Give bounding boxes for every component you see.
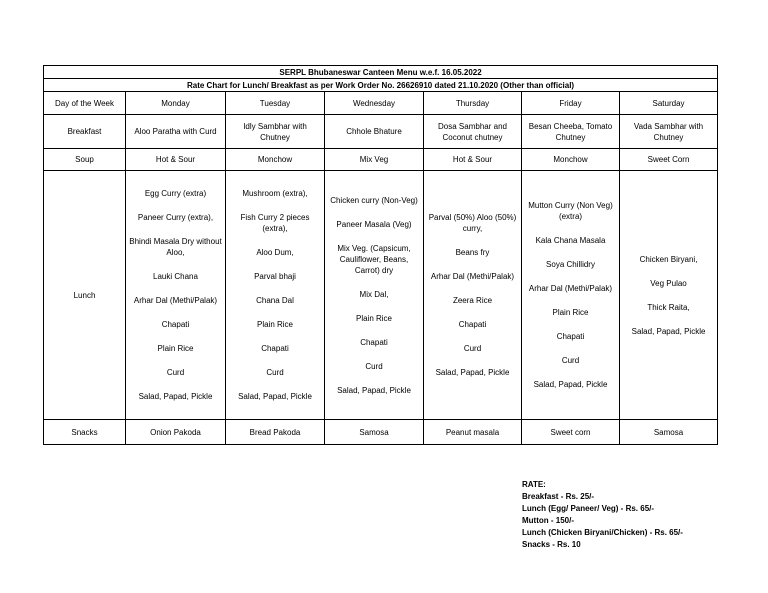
header-day: Saturday [620, 92, 718, 115]
lunch-items [623, 254, 714, 337]
breakfast-cell: Idly Sambhar with Chutney [226, 115, 325, 149]
lunch-item: Plain Rice [355, 313, 392, 323]
lunch-item: Arhar Dal (Methi/Palak) [528, 284, 613, 293]
row-label-breakfast: Breakfast [44, 115, 126, 149]
header-day-of-week: Day of the Week [44, 92, 126, 115]
breakfast-cell: Dosa Sambhar and Coconut chutney [424, 115, 522, 149]
lunch-item: Chapati [161, 320, 190, 329]
snacks-cell: Bread Pakoda [226, 420, 325, 445]
snacks-row [44, 420, 718, 445]
rate-line: Mutton - 150/- [522, 516, 574, 525]
lunch-cell [325, 171, 424, 420]
subtitle-row [44, 79, 718, 92]
lunch-item: Salad, Papad, Pickle [337, 385, 411, 395]
snacks-cell: Samosa [325, 420, 424, 445]
lunch-item: Mix Dal, [359, 289, 389, 299]
lunch-item: Kala Chana Masala [535, 236, 606, 245]
snacks-cell: Samosa [620, 420, 718, 445]
header-day: Monday [126, 92, 226, 115]
lunch-item: Plain Rice [157, 344, 194, 353]
breakfast-cell: Chhole Bhature [325, 115, 424, 149]
soup-cell: Monchow [522, 149, 620, 171]
lunch-item: Thick Raita, [647, 302, 690, 312]
lunch-item: Curd [166, 368, 185, 377]
breakfast-cell: Vada Sambhar with Chutney [620, 115, 718, 149]
header-day: Friday [522, 92, 620, 115]
lunch-item: Soya Chillidry [546, 260, 595, 269]
lunch-item: Mix Veg. (Capsicum, Cauliflower, Beans, Carrot) dry [337, 243, 411, 275]
lunch-item: Fish Curry 2 pieces (extra), [240, 213, 310, 233]
lunch-item: Salad, Papad, Pickle [631, 326, 706, 336]
lunch-item: Chapati [458, 320, 487, 329]
lunch-item: Aloo Dum, [256, 248, 294, 257]
menu-title: SERPL Bhubaneswar Canteen Menu w.e.f. 16.05.2022 [44, 66, 718, 79]
canteen-menu-table [43, 65, 718, 445]
breakfast-row [44, 115, 718, 149]
lunch-item: Chapati [261, 344, 289, 353]
lunch-cell [522, 171, 620, 420]
title-row [44, 66, 718, 79]
lunch-item: Curd [561, 356, 580, 365]
lunch-cell [424, 171, 522, 420]
soup-cell: Hot & Sour [126, 149, 226, 171]
lunch-item: Chapati [556, 332, 585, 341]
lunch-item: Chapati [360, 337, 388, 347]
breakfast-cell: Besan Cheeba, Tomato Chutney [522, 115, 620, 149]
header-day: Tuesday [226, 92, 325, 115]
snacks-cell: Peanut masala [424, 420, 522, 445]
lunch-items [328, 195, 420, 396]
row-label-snacks: Snacks [44, 420, 126, 445]
rate-line: Breakfast - Rs. 25/- [522, 492, 595, 501]
soup-cell: Monchow [226, 149, 325, 171]
lunch-item: Chicken Biryani, [639, 254, 698, 264]
soup-cell: Hot & Sour [424, 149, 522, 171]
lunch-item: Salad, Papad, Pickle [138, 392, 213, 401]
lunch-item: Zeera Rice [452, 296, 493, 305]
rate-line: Lunch (Egg/ Paneer/ Veg) - Rs. 65/- [522, 504, 655, 513]
rate-line: Lunch (Chicken Biryani/Chicken) - Rs. 65/- [522, 528, 683, 537]
lunch-item: Curd [365, 361, 383, 371]
snacks-cell: Sweet corn [522, 420, 620, 445]
lunch-item: Paneer Masala (Veg) [336, 219, 412, 229]
row-label-lunch: Lunch [44, 171, 126, 420]
lunch-cell [226, 171, 325, 420]
lunch-item: Mutton Curry (Non Veg) (extra) [528, 201, 613, 221]
lunch-item: Salad, Papad, Pickle [238, 392, 312, 401]
lunch-items [427, 212, 518, 378]
lunch-items [525, 200, 616, 390]
lunch-item: Egg Curry (extra) [144, 189, 207, 198]
rate-line: Snacks - Rs. 10 [522, 540, 581, 549]
lunch-item: Salad, Papad, Pickle [435, 368, 510, 377]
lunch-item: Parval (50%) Aloo (50%) curry, [428, 213, 517, 233]
lunch-item: Beans fry [455, 248, 490, 257]
lunch-item: Plain Rice [552, 308, 589, 317]
rate-heading: RATE: [522, 480, 546, 489]
lunch-item: Salad, Papad, Pickle [533, 380, 608, 389]
soup-cell: Sweet Corn [620, 149, 718, 171]
snacks-cell: Onion Pakoda [126, 420, 226, 445]
lunch-cell [126, 171, 226, 420]
lunch-item: Arhar Dal (Methi/Palak) [430, 272, 515, 281]
lunch-item: Lauki Chana [153, 272, 198, 281]
lunch-item: Bhindi Masala Dry without Aloo, [129, 237, 222, 257]
row-label-soup: Soup [44, 149, 126, 171]
lunch-cell [620, 171, 718, 420]
lunch-item: Paneer Curry (extra), [137, 213, 214, 222]
soup-cell: Mix Veg [325, 149, 424, 171]
lunch-item: Curd [463, 344, 482, 353]
lunch-item: Arhar Dal (Methi/Palak) [133, 296, 218, 305]
lunch-row [44, 171, 718, 420]
breakfast-cell: Aloo Paratha with Curd [126, 115, 226, 149]
lunch-items [129, 188, 222, 402]
lunch-item: Chicken curry (Non-Veg) [330, 195, 418, 205]
lunch-item: Mushroom (extra), [242, 189, 308, 198]
soup-row [44, 149, 718, 171]
lunch-items [229, 188, 321, 402]
lunch-item: Plain Rice [256, 320, 293, 329]
menu-subtitle: Rate Chart for Lunch/ Breakfast as per Work Order No. 26626910 dated 21.10.2020 (Other than official) [44, 79, 718, 92]
rate-block [522, 479, 683, 551]
lunch-item: Veg Pulao [650, 278, 687, 288]
lunch-item: Curd [266, 368, 284, 377]
header-row [44, 92, 718, 115]
lunch-item: Chana Dal [256, 296, 294, 305]
lunch-item: Parval bhaji [254, 272, 296, 281]
header-day: Wednesday [325, 92, 424, 115]
header-day: Thursday [424, 92, 522, 115]
